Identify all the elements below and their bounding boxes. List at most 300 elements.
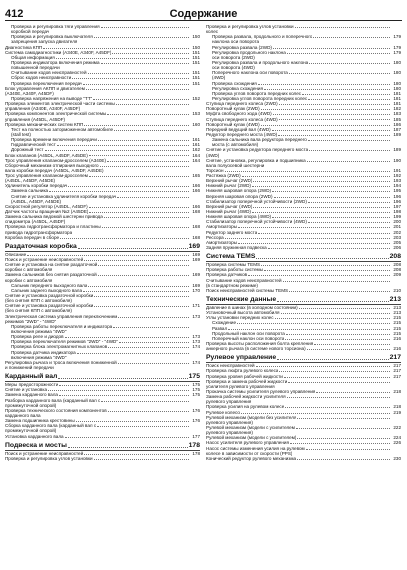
entry-page: 160 [192,121,200,127]
entry-text: Поиск неисправностей системы TEMS [206,287,289,293]
entry-page: 213 [393,305,401,311]
entry-page: 151 [192,59,200,65]
entry-page: 217 [393,363,401,369]
entry-page: 189 [393,131,401,137]
entry-text: (4WD) [212,75,226,81]
dot-leader [89,207,189,208]
entry-page: 176 [192,407,200,413]
dot-leader [261,109,390,110]
entry-text: Трос управления клапаном-дросселем (A340E) [5,157,106,163]
entry-page: 217 [393,368,401,374]
dot-leader [83,291,189,292]
entry-text: Проверка развала, продольного и поперечного [212,34,313,40]
entry-text: рулевого управления [206,399,252,405]
dot-leader [59,385,189,386]
dot-leader [287,397,390,398]
entry-text: промежуточной опорой) [5,402,57,408]
dot-leader [308,202,390,203]
dot-leader [108,347,189,348]
entry-page: 175 [192,382,200,388]
dot-leader [287,53,390,54]
entry-page: 168 [192,234,200,240]
dot-leader [297,459,390,460]
entry-page: 206 [393,245,401,251]
entry-text: управления (A45DL, A45DF) [5,116,66,122]
dot-leader [27,255,189,256]
entry-page: 166 [192,183,200,189]
entry-page: 199 [393,214,401,220]
dot-leader [225,171,390,172]
entry-text: (без снятия КПП с автомобиля) [5,308,72,314]
entry-text: усилителя рулевого управления [206,383,275,389]
entry-text: Рессора [206,234,224,240]
entry-text: включения режима "4WD" [11,354,67,360]
entry-page: 164 [192,157,200,163]
dot-leader [65,437,189,438]
dot-leader [113,327,189,328]
dot-leader [89,212,189,213]
entry-page: 191 [393,167,401,173]
toc-entry[interactable] [206,456,401,461]
entry-page: 224 [393,435,401,441]
entry-text: Система самодиагностики (A340E, A340F, A45DF) [5,49,112,55]
entry-page: 193 [393,178,401,184]
entry-text: Проверка и регулировка углов установки [5,455,93,461]
entry-text: Поперечный наклон оси поворота [212,335,285,341]
entry-page: 217 [393,373,401,379]
dot-leader [297,438,390,439]
entry-page: 185 [393,116,401,122]
entry-text: Нижняя шаровая опора (4WD) [206,214,272,220]
entry-text: наклона оси поворота [212,39,260,45]
dot-leader [97,426,189,427]
dot-leader [295,27,390,28]
entry-text: рулевого управления) [206,430,253,436]
entry-text: моста (с автомобиля) [212,142,259,148]
dot-leader [48,390,189,391]
entry-text: Сальник переднего выходного вала [11,282,88,288]
entry-text: Насос усилителя рулевого управления [206,440,289,446]
entry-page: 213 [393,310,401,316]
entry-text: Снятие и установка [5,387,48,393]
dot-leader [286,334,390,335]
entry-text: Проверка блока электромагнитных клапанов [11,344,108,350]
entry-text: Сальник заднего выходного вала [11,287,83,293]
section-page: 175 [188,373,200,381]
dot-leader [275,318,390,319]
entry-text: режимов "2WD" - "4WD" [5,318,57,324]
entry-text: Общая информация [11,54,55,60]
entry-page: 209 [393,272,401,278]
entry-page: 187 [393,126,401,132]
entry-page: 153 [192,111,200,117]
entry-text: Поворотный кулак (2WD) [206,106,260,112]
dot-leader [316,392,390,393]
entry-page: 218 [393,389,401,394]
entry-page: 181 [393,90,401,96]
toc-entry[interactable] [5,456,200,461]
entry-text: Проверка и регулировка выключателя [11,34,93,40]
entry-text: Верхний рычаг (4WD) [206,203,253,209]
dot-leader [242,176,390,177]
dot-leader [256,258,388,259]
entry-text: (stall test) [11,131,31,137]
page-header [5,4,402,21]
entry-text: Поперечного наклона оси поворота [212,70,288,76]
dot-leader [68,186,189,187]
entry-page: 189 [393,147,401,153]
dot-leader [118,363,189,364]
toc-entry[interactable] [206,245,401,250]
entry-text: Тест на полностью заторможенном автомобиле [11,126,114,132]
entry-text: запрещения запуска двигателя [11,39,78,45]
entry-text: (A45DL, A45DF, A45DE) [5,178,56,184]
section-page: 217 [389,354,401,362]
dot-leader [261,265,390,266]
entry-page: 203 [393,234,401,240]
dot-leader [117,197,189,198]
page-title: Содержание [169,8,238,20]
entry-text: Блок управления АКПП и двигателем [5,85,85,91]
entry-page: 226 [393,440,401,446]
entry-text: Сброс кодов неисправности [11,75,72,81]
entry-page: 162 [192,147,200,153]
entry-text: Проверка усилия на рулевом колесе [206,404,285,410]
dot-leader [59,395,189,396]
dot-leader [288,382,390,383]
toc-entry[interactable] [5,434,200,439]
entry-page: 210 [393,287,401,293]
entry-text: Разборка карданного вала (карданный вал с [5,397,101,403]
section-page: 208 [389,253,401,261]
section-page: 178 [188,441,200,449]
toc-section-heading [206,353,401,363]
toc-section-heading [206,252,401,262]
entry-text: коробки с автомобиля [5,277,53,283]
toc-entry[interactable] [5,235,200,240]
entry-text: Снятие и установка раздаточной коробки [5,303,94,309]
dot-leader [264,89,390,90]
entry-page: 192 [393,173,401,179]
entry-page: 171 [192,303,200,309]
section-title: Раздаточная коробка [5,242,77,250]
entry-text: рулевого управления) [206,419,253,425]
dot-leader [279,104,390,105]
entry-text: Ступица переднего колеса (2WD) [206,101,278,107]
dot-leader [78,248,188,249]
entry-page: 208 [393,267,401,273]
entry-text: Проверка уровня рабочей жидкости [206,373,283,379]
entry-page: 208 [393,262,401,268]
entry-text: Электрическая система управления переключением [5,313,118,319]
dot-leader [253,207,390,208]
toc-column-right [206,24,401,461]
dot-leader [94,296,189,297]
dot-leader [289,73,390,74]
entry-text: Проверка индикатора включения режима [11,59,100,65]
entry-text: Меры предосторожности [5,382,59,388]
entry-text: Поворотный кулак (4WD) [206,121,260,127]
dot-leader [237,323,390,324]
entry-page: 197 [393,203,401,209]
section-page: 169 [188,242,200,250]
entry-text: оси поворота (2WD) [212,54,255,60]
dot-leader [252,212,390,213]
section-title: Технические данные [206,296,277,304]
entry-page: 174 [192,359,200,365]
entry-page: 180 [393,59,401,65]
entry-text: Верхняя шаровая опора (2WD) [206,193,273,199]
entry-text: Проверка напряжения на выводе "TT" [11,95,93,101]
entry-text: и понижений передачи [5,365,54,370]
dot-leader [101,401,189,402]
entry-page: 176 [192,418,200,424]
entry-text: Коробка передач в сборе [5,234,60,240]
entry-text: Снятие и установка удлинителя коробки передач [11,193,117,199]
entry-page: 151 [192,70,200,76]
dot-leader [225,238,390,239]
dot-leader [273,48,390,49]
dot-leader [272,130,390,131]
dot-leader [93,99,189,100]
dot-leader [258,233,390,234]
entry-page: 173 [192,339,200,345]
dot-leader [98,275,189,276]
entry-text: Замена сальника [11,188,49,194]
dot-leader [272,191,390,192]
dot-leader [297,418,390,419]
entry-page: 205 [393,239,401,245]
dot-leader [58,378,187,379]
entry-page: 195 [393,188,401,194]
entry-text: управления (A340E, A340F, A45DF) [5,106,81,112]
entry-text: Амортизаторы [206,224,237,230]
entry-text: Сборка карданного вала (карданный вал с [5,423,97,429]
entry-page: 215 [393,325,401,331]
entry-page: 202 [393,229,401,235]
dot-leader [98,140,189,141]
entry-text: Насос системы изменения усилия на рулевом [206,445,305,451]
entry-text: анкерного рычага (в системе нового торсиона) [206,346,306,352]
entry-text: Замена карданного вала [5,392,58,398]
entry-text: включения режима "4WD" [11,329,67,334]
entry-text: Задняя пружинная подвеска [206,245,267,251]
entry-text: Поиск и устранение неисправностей [5,450,84,456]
entry-text: Рулевое колесо [206,409,240,415]
entry-text: Проверка работы переключателя и индикатора [11,323,113,329]
entry-text: Блок клапанов (A45DL, A45DF, A45DE) [5,152,88,158]
entry-page: 183 [393,111,401,117]
dot-leader [88,286,189,287]
entry-text: Регулировка рычага и троса включения пониженной [5,359,117,365]
entry-text: Скоростной регулятор (A45DL, A45DF) [5,203,88,209]
entry-page: 180 [393,80,401,86]
entry-page: 216 [393,335,401,341]
section-title: Система TEMS [206,253,256,261]
entry-page: 180 [393,85,401,91]
dot-leader [272,217,390,218]
dot-leader [83,84,189,85]
toc-entry[interactable] [206,288,401,293]
entry-page: 151 [192,49,200,55]
dot-leader [279,119,390,120]
entry-text: (A340E, A340F, A45DF) [5,90,54,96]
dot-leader [86,89,189,90]
entry-text: Прокачка системы усилителя рулевого управления [206,389,316,394]
entry-text: Описание [5,251,27,257]
dot-leader [299,308,390,309]
entry-text: Замена сальника ведомой шестерни привода [5,214,103,220]
entry-text: оси поворота (4WD) [212,65,255,71]
entry-text: карданного вала [5,412,41,418]
entry-text: Замена подшипника крестовины [5,418,75,424]
entry-page: 186 [393,121,401,127]
entry-page: 166 [192,203,200,209]
entry-text: Проверка схождения [212,80,257,86]
entry-text: Считывание кодов неисправностей [11,70,87,76]
entry-text: Проверка переключения передач [11,80,83,86]
entry-text: Снятие и установка на снятие раздаточной [5,262,98,268]
entry-page: 177 [192,433,200,439]
dot-leader [308,222,390,223]
dot-leader [112,53,189,54]
entry-text: Передний ведущий вал (4WD) [206,126,271,132]
dot-leader [277,301,389,302]
entry-text: Продольный наклон оси поворота [212,330,285,336]
dot-leader [258,84,390,85]
dot-leader [49,191,189,192]
entry-page: 170 [192,287,200,293]
entry-page: 174 [192,344,200,350]
entry-text: Рулевой механизм (модели с усилителем) [206,435,297,441]
dot-leader [43,48,189,49]
entry-text: Регулировка развала и продольного наклона [212,59,309,65]
entry-text: Углы установки передних колес [206,315,274,321]
entry-text: Поиск неисправностей [206,363,255,369]
entry-page: 194 [393,183,401,189]
dot-leader [89,176,189,177]
entry-page: 150 [192,44,200,50]
entry-text: Муфта свободного хода (4WD) [206,111,272,117]
entry-text: Замена сальника вала редуктора переднего [212,137,307,143]
dot-leader [89,155,189,156]
dot-leader [241,413,390,414]
entry-page: 216 [393,346,401,352]
section-title: Подвеска и мосты [5,441,67,449]
entry-text: Снятие и установка раздаточной коробки [5,293,94,299]
dot-leader [94,306,189,307]
entry-text: Проверка работы системы [206,267,263,273]
dot-leader [45,150,189,151]
dot-leader [261,125,390,126]
entry-page: 169 [192,272,200,278]
dot-leader [101,27,189,28]
entry-text: Гидравлический тест [11,142,56,148]
entry-page: 161 [192,137,200,143]
dot-leader [281,313,390,314]
toc-entry-continuation [5,365,200,370]
entry-text: Стабилизатор поперечной устойчивости (4WD) [206,219,307,225]
dot-leader [268,248,390,249]
entry-text: Проверка люфта рулевого колеса [206,368,279,374]
entry-page: 164 [192,152,200,158]
entry-text: Диагностика КПП [5,44,43,50]
entry-page: 180 [393,70,401,76]
dot-leader [278,135,390,136]
entry-text: Рулевой механизм (модели без усилителя [206,414,297,420]
entry-text: вала полуосевой шестерни [206,162,265,168]
entry-page: 161 [192,142,200,148]
dot-leader [314,344,390,345]
entry-text: коробкой передач [11,29,50,35]
entry-page: 165 [192,173,200,179]
dot-leader [277,359,389,360]
toc-entry-continuation [206,346,401,351]
toc-section-heading [206,295,401,305]
dot-leader [273,114,390,115]
entry-text: Конический редуктор рулевого механизма [206,455,297,461]
toc-section-heading [5,372,200,382]
entry-page: 200 [393,219,401,225]
entry-page: 150 [192,34,200,40]
entry-page: 196 [393,198,401,204]
entry-text: Проверка технического состояния компонентов [5,407,107,413]
entry-page: 179 [393,34,401,40]
dot-leader [308,140,390,141]
entry-text: Амортизаторы [206,239,237,245]
dot-leader [309,150,390,151]
dot-leader [313,37,390,38]
entry-text: Сборочный механизм отпирания выходного [5,162,99,168]
entry-page: 166 [192,188,200,194]
entry-page: 168 [192,209,200,215]
entry-text: (A45DL, A45DF, A45DE) [11,198,62,204]
entry-text: Проверка времени включения передачи [11,137,97,143]
entry-text: Проверка системы TEMS [206,262,261,268]
entry-page: 181 [393,95,401,101]
entry-text: Проверка элементов электрической части системы [5,101,115,107]
entry-text: Удлинитель коробки передач [5,183,68,189]
entry-page: 169 [192,282,200,288]
entry-page: 215 [393,320,401,326]
section-title: Карданный вал [5,373,58,381]
dot-leader [88,73,189,74]
entry-page: 175 [192,392,200,398]
entry-text: спидометра (A45DL, A45DF) [5,219,66,225]
dot-leader [76,421,189,422]
dot-leader [72,78,189,79]
dot-leader [56,58,189,59]
entry-page: 196 [393,193,401,199]
entry-page: 178 [192,450,200,456]
dot-leader [307,349,390,350]
dot-leader [256,366,390,367]
dot-leader [57,145,189,146]
entry-text: Дорожный тест [11,147,44,153]
dot-leader [238,227,390,228]
entry-text: (без снятия КПП с автомобиля) [5,298,72,304]
entry-page: 181 [393,101,401,107]
dot-leader [84,454,189,455]
dot-leader [68,447,188,448]
entry-text: Торсион [206,167,224,173]
entry-text: Проверка реле и диодов [11,334,64,340]
entry-text: Давление в шинах (в холодном состоянии) [206,305,298,311]
entry-page: 179 [393,44,401,50]
dot-leader [107,114,189,115]
dot-leader [290,443,390,444]
entry-text: колес [206,29,219,35]
